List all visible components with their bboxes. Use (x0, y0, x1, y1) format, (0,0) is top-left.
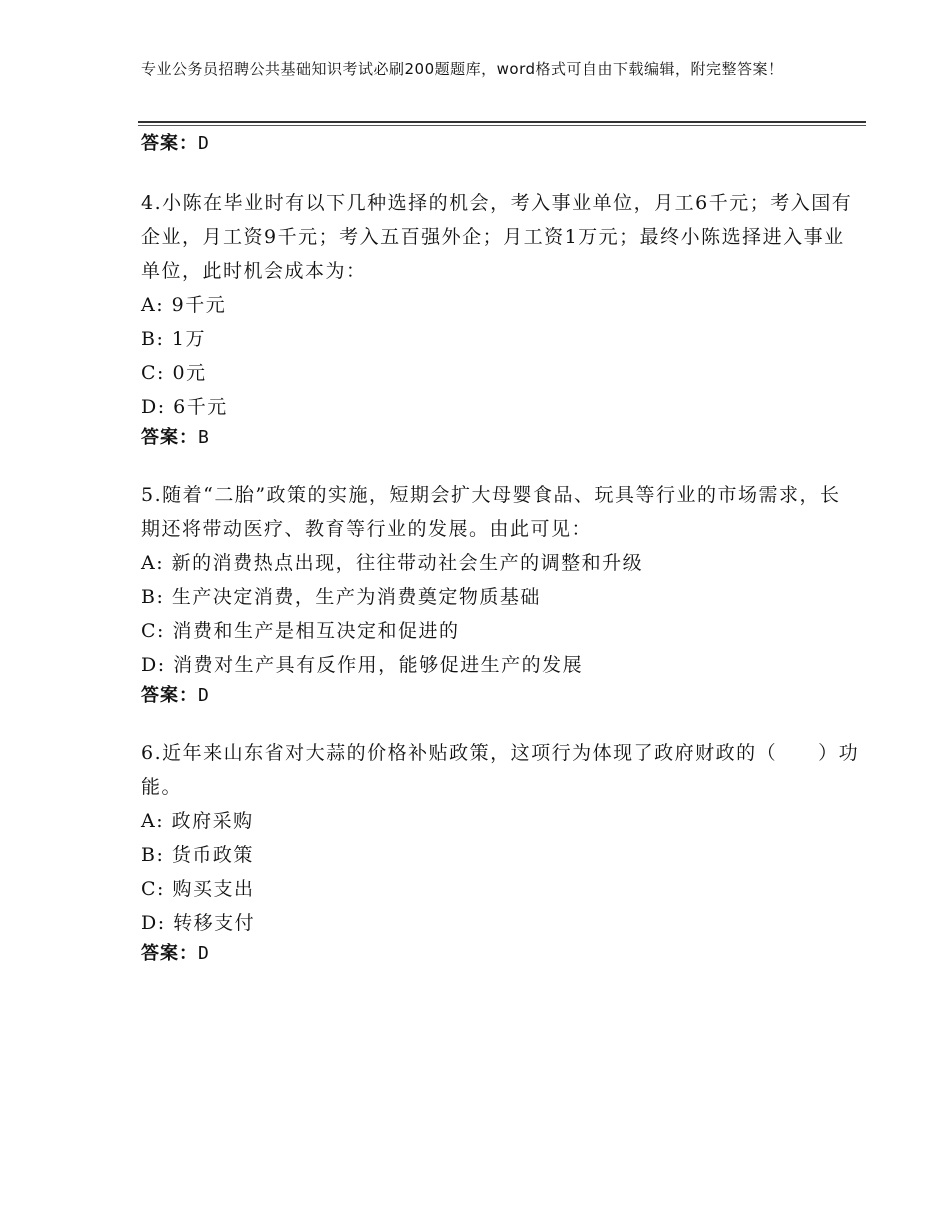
option-b: B: 货币政策 (141, 844, 254, 866)
answer-line (141, 940, 861, 968)
answer-value: D (198, 943, 210, 964)
question-block (141, 478, 861, 710)
option-a: A: 新的消费热点出现，往往带动社会生产的调整和升级 (141, 552, 644, 574)
question-text: 4.小陈在毕业时有以下几种选择的机会，考入事业单位，月工6千元；考入国有企业，月工资9千元；考入五百强外企；月工资1万元；最终小陈选择进入事业单位，此时机会成本为： (141, 192, 853, 282)
answer-value: B (198, 427, 210, 448)
page-header: 专业公务员招聘公共基础知识考试必刷200题题库，word格式可自由下载编辑，附完整答案！ (141, 60, 784, 78)
document-content (141, 130, 861, 968)
option-b: B: 1万 (141, 328, 206, 350)
option-d: D: 消费对生产具有反作用，能够促进生产的发展 (141, 654, 584, 676)
option-c: C: 购买支出 (141, 878, 255, 900)
option-a: A: 政府采购 (141, 810, 254, 832)
answer-line (141, 130, 861, 158)
question-text: 6.近年来山东省对大蒜的价格补贴政策，这项行为体现了政府财政的（ ）功能。 (141, 742, 860, 798)
option-d: D: 转移支付 (141, 912, 256, 934)
answer-value: D (198, 133, 210, 154)
question-block (141, 736, 861, 968)
header-divider (138, 121, 866, 123)
answer-line (141, 682, 861, 710)
option-c: C: 消费和生产是相互决定和促进的 (141, 620, 460, 642)
answer-line (141, 424, 861, 452)
question-block (141, 186, 861, 452)
answer-value: D (198, 685, 210, 706)
answer-label: 答案： (141, 427, 198, 448)
option-d: D: 6千元 (141, 396, 228, 418)
answer-label: 答案： (141, 685, 198, 706)
answer-label: 答案： (141, 133, 198, 154)
option-a: A: 9千元 (141, 294, 227, 316)
question-text: 5.随着“二胎”政策的实施，短期会扩大母婴食品、玩具等行业的市场需求，长期还将带动医疗、教育等行业的发展。由此可见： (141, 484, 841, 540)
answer-label: 答案： (141, 943, 198, 964)
option-c: C: 0元 (141, 362, 207, 384)
header-divider-thin (138, 125, 866, 126)
option-b: B: 生产决定消费，生产为消费奠定物质基础 (141, 586, 541, 608)
